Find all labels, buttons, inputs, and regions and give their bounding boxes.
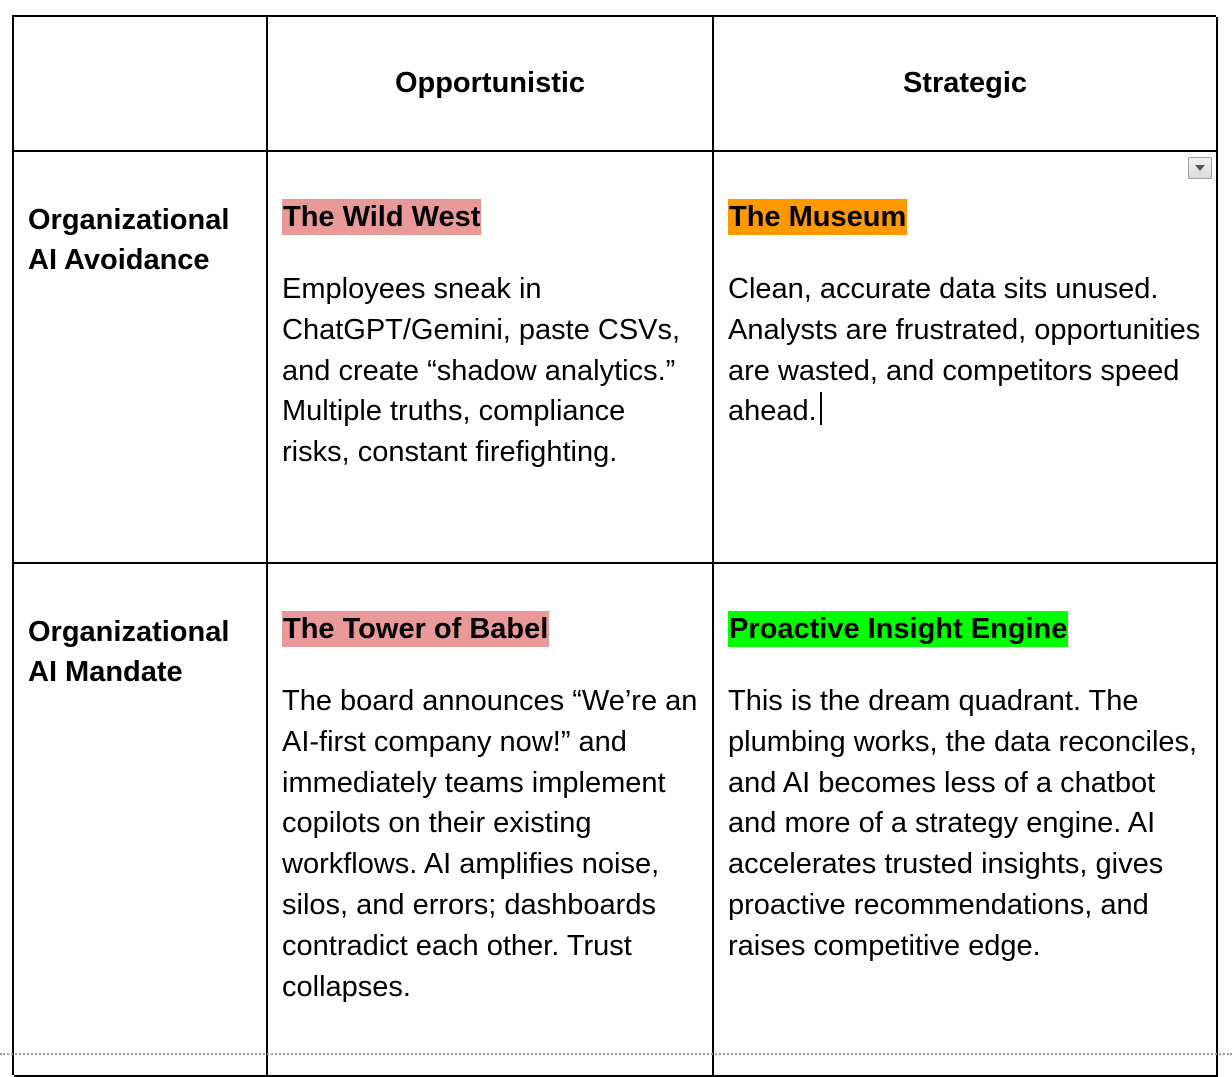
quadrant-text-museum: Clean, accurate data sits unused. Analysts are frustrated, opportunities are wasted, and competitors speed ahead. — [728, 273, 1201, 428]
quadrant-cell-tower-of-babel[interactable] — [268, 564, 714, 1077]
row-label-avoidance: Organizational AI Avoidance — [28, 204, 230, 276]
quadrant-title-proactive-insight-engine: Proactive Insight Engine — [729, 613, 1068, 645]
header-cell-opportunistic[interactable] — [268, 17, 714, 152]
row-label-mandate: Organizational AI Mandate — [28, 616, 230, 688]
quadrant-title-tower-of-babel: The Tower of Babel — [283, 613, 549, 645]
quadrant-title-wild-west: The Wild West — [283, 201, 481, 233]
quadrant-cell-wild-west[interactable] — [268, 152, 714, 564]
header-strategic-label: Strategic — [902, 67, 1028, 99]
quadrant-text-museum-wrap — [728, 269, 1202, 432]
page-break-line — [0, 1053, 1232, 1055]
quadrant-text-tower-of-babel: The board announces “We’re an AI-first company now!” and immediately teams implement copilots on their existing workflows. AI amplifies noise, silos, and errors; dashboards contradict each other. Trust collapses. — [282, 685, 698, 1003]
quadrant-title-museum: The Museum — [729, 201, 907, 233]
quadrant-text-wild-west: Employees sneak in ChatGPT/Gemini, paste CSVs, and create “shadow analytics.” Multiple truths, compliance risks, constant firefighting. — [282, 273, 681, 469]
quadrant-text-proactive-insight-engine: This is the dream quadrant. The plumbing works, the data reconciles, and AI becomes less of a chatbot and more of a strategy engine. AI accelerates trusted insights, gives proactive recommendations, and raises competitive edge. — [728, 685, 1198, 962]
row-label-cell-mandate[interactable] — [14, 564, 268, 1077]
header-corner-cell[interactable] — [14, 17, 268, 152]
chevron-down-icon — [1194, 164, 1206, 172]
quadrant-table — [12, 15, 1216, 1075]
quadrant-cell-proactive-insight-engine[interactable] — [714, 564, 1218, 1077]
row-label-cell-avoidance[interactable] — [14, 152, 268, 564]
cell-menu-button[interactable] — [1188, 157, 1212, 179]
text-cursor — [820, 392, 822, 425]
header-opportunistic-label: Opportunistic — [394, 67, 586, 99]
quadrant-cell-museum[interactable] — [714, 152, 1218, 564]
header-cell-strategic[interactable] — [714, 17, 1218, 152]
